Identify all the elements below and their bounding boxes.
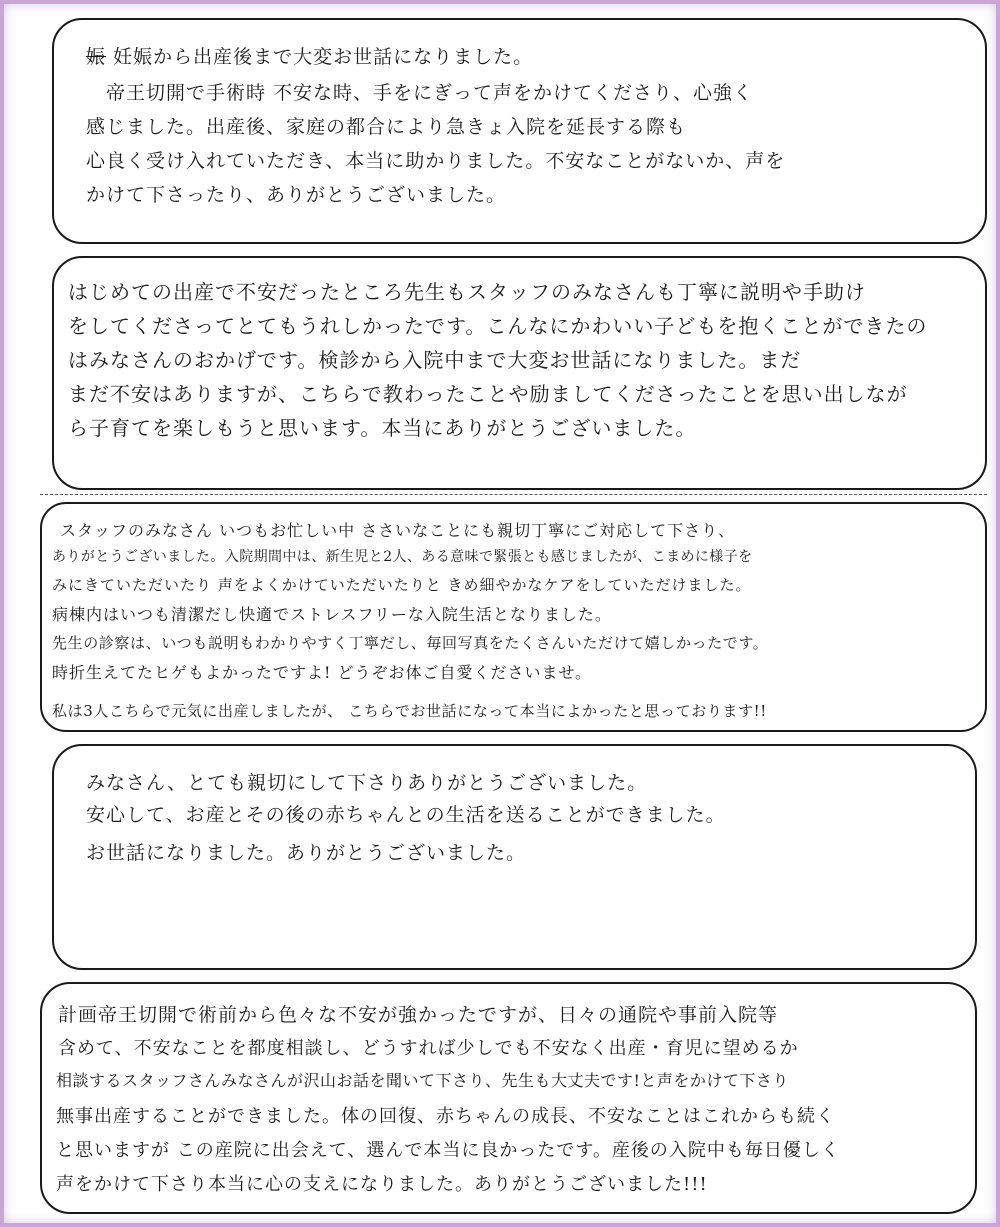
comment-card-2 <box>52 256 987 490</box>
comment-line: 計画帝王切開で術前から色々な不安が強かったですが、日々の通院や事前入院等 <box>58 1004 779 1026</box>
comment-line: 病棟内はいつも清潔だし快適でストレスフリーな入院生活となりました。 <box>52 605 612 624</box>
comment-line: みにきていただいたり 声をよくかけていただいたりと きめ細やかなケアをしていただけました。 <box>52 576 752 594</box>
comment-line: ら子育てを楽しもうと思います。本当にありがとうございました。 <box>68 416 697 440</box>
comment-line: 安心して、お産とその後の赤ちゃんとの生活を送ることができました。 <box>86 804 726 826</box>
struck-out-character: 娠 <box>86 46 107 68</box>
comment-line: 帝王切開で手術時 不安な時、手をにぎって声をかけてくださり、心強く <box>106 82 754 104</box>
comment-line: 相談するスタッフさんみなさんが沢山お話を聞いて下さり、先生も大丈夫です!と声をかけて下さり <box>56 1071 789 1090</box>
comment-line: スタッフのみなさん いつもお忙しい中 ささいなことにも親切丁寧にご対応して下さり、 <box>60 521 736 540</box>
comment-line: まだ不安はありますが、こちらで教わったことや励ましてくださったことを思い出しなが <box>68 382 908 406</box>
comment-line: みなさん、とても親切にして下さりありがとうございました。 <box>86 772 648 794</box>
comment-line: 私は3人こちらで元気に出産しましたが、 こちらでお世話になって本当によかったと思っております!! <box>52 702 767 720</box>
comment-line: 含めて、不安なことを都度相談し、どうすれば少しでも不安なく出産・育児に望めるか <box>58 1038 799 1059</box>
comment-line: はみなさんのおかげです。検診から入院中まで大変お世話になりました。まだ <box>68 348 802 372</box>
comment-line: かけて下さったり、ありがとうございました。 <box>86 184 507 206</box>
comment-line: 無事出産することができました。体の回復、赤ちゃんの成長、不安なことはこれからも続く <box>56 1106 835 1127</box>
comment-card-1 <box>52 18 987 244</box>
comment-line: 時折生えてたヒゲもよかったですよ! どうぞお体ご自愛くださいませ。 <box>52 663 593 682</box>
comment-line: と思いますが この産院に出会えて、選んで本当に良かったです。産後の入院中も毎日優しく <box>56 1140 840 1161</box>
comment-line: お世話になりました。ありがとうございました。 <box>86 842 527 864</box>
comment-card-3 <box>40 502 987 732</box>
comment-line: 心良く受け入れていただき、本当に助かりました。不安なことがないか、声を <box>86 150 786 172</box>
comment-line: はじめての出産で不安だったところ先生もスタッフのみなさんも丁寧に説明や手助け <box>68 280 866 304</box>
comment-line: 感じました。出産後、家庭の都合により急きょ入院を延長する際も <box>86 116 687 138</box>
comment-line: ありがとうございました。入院期間中は、新生児と2人、ある意味で緊張とも感じましたが、こまめに様子を <box>52 549 753 565</box>
comment-text: 妊娠から出産後まで大変お世話になりました。 <box>113 46 534 68</box>
comment-line: 声をかけて下さり本当に心の支えになりました。ありがとうございました!!! <box>56 1174 708 1195</box>
comment-line: 先生の診察は、いつも説明もわかりやすく丁寧だし、毎回写真をたくさんいただけて嬉しかったです。 <box>52 634 769 652</box>
comment-card-4 <box>52 744 977 970</box>
dashed-divider <box>40 494 987 495</box>
comment-line <box>86 42 985 69</box>
comment-card-5 <box>40 982 977 1214</box>
comment-line: をしてくださってとてもうれしかったです。こんなにかわいい子どもを抱くことができたの <box>68 314 928 338</box>
